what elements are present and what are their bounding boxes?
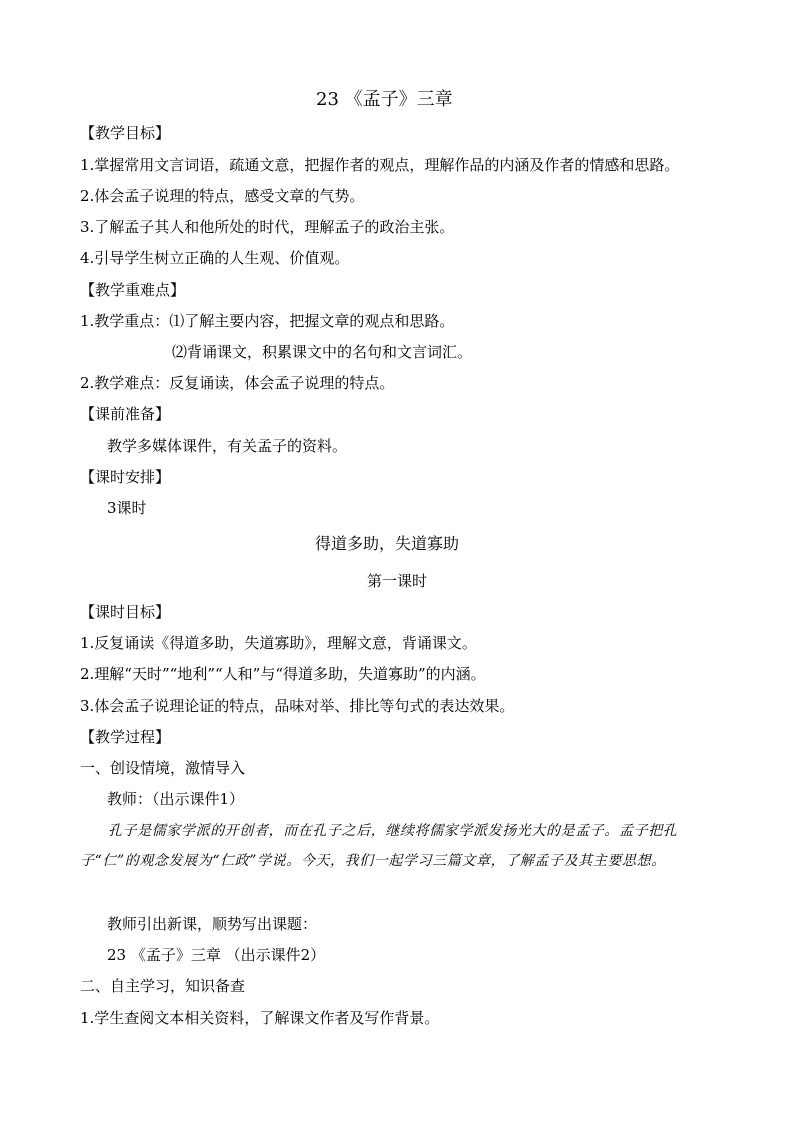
lesson-objective-item: 2.理解“天时”“地利”“人和”与“得道多助，失道寡助”的内涵。	[80, 665, 486, 683]
objective-item: 3.了解孟子其人和他所处的时代，理解孟子的政治主张。	[80, 218, 455, 236]
lesson-objective-item: 3.体会孟子说理论证的特点，品味对举、排比等句式的表达效果。	[80, 697, 515, 715]
objective-item: 4.引导学生树立正确的人生观、价值观。	[80, 249, 350, 267]
document-title: 23 《孟子》三章	[316, 89, 453, 110]
lesson-objective-item: 1.反复诵读《得道多助，失道寡助》，理解文意，背诵课文。	[80, 634, 477, 652]
step-1-heading: 一、创设情境，激情导入	[80, 759, 246, 777]
prep-text: 教学多媒体课件，有关孟子的资料。	[107, 437, 348, 455]
key-points-heading: 【教学重难点】	[80, 281, 186, 299]
key-point-2: 2.教学难点：反复诵读，体会孟子说理的特点。	[80, 374, 395, 392]
key-point-1b: ⑵背诵课文，积累课文中的名句和文言词汇。	[172, 343, 473, 361]
prep-heading: 【课前准备】	[80, 405, 171, 423]
step-2-heading: 二、自主学习，知识备查	[80, 977, 246, 995]
schedule-text: 3课时	[107, 499, 147, 517]
key-point-1: 1.教学重点：⑴了解主要内容，把握文章的观点和思路。	[80, 312, 455, 330]
process-heading: 【教学过程】	[80, 728, 171, 746]
lesson-title: 第一课时	[367, 572, 428, 590]
section-title: 得道多助，失道寡助	[315, 534, 460, 553]
step-2-item: 1.学生查阅文本相关资料，了解课文作者及写作背景。	[80, 1009, 440, 1027]
objective-item: 2.体会孟子说理的特点，感受文章的气势。	[80, 187, 365, 205]
teacher-intro: 教师引出新课，顺势写出课题：	[107, 915, 318, 933]
intro-paragraph: 孔子是儒家学派的开创者，而在孔子之后，继续将儒家学派发扬光大的是孟子。孟子把孔子“仁”的观念发展为“仁政”学说。今天，我们一起学习三篇文章，了解孟子及其主要思想。	[80, 823, 678, 869]
lesson-objectives-heading: 【课时目标】	[80, 603, 171, 621]
schedule-heading: 【课时安排】	[80, 468, 171, 486]
objective-item: 1.掌握常用文言词语，疏通文意，把握作者的观点，理解作品的内涵及作者的情感和思路。	[80, 156, 680, 174]
teacher-label: 教师：（出示课件1）	[107, 790, 245, 808]
objectives-heading: 【教学目标】	[80, 124, 171, 142]
course-title-line: 23 《孟子》三章 （出示课件2）	[107, 946, 326, 964]
